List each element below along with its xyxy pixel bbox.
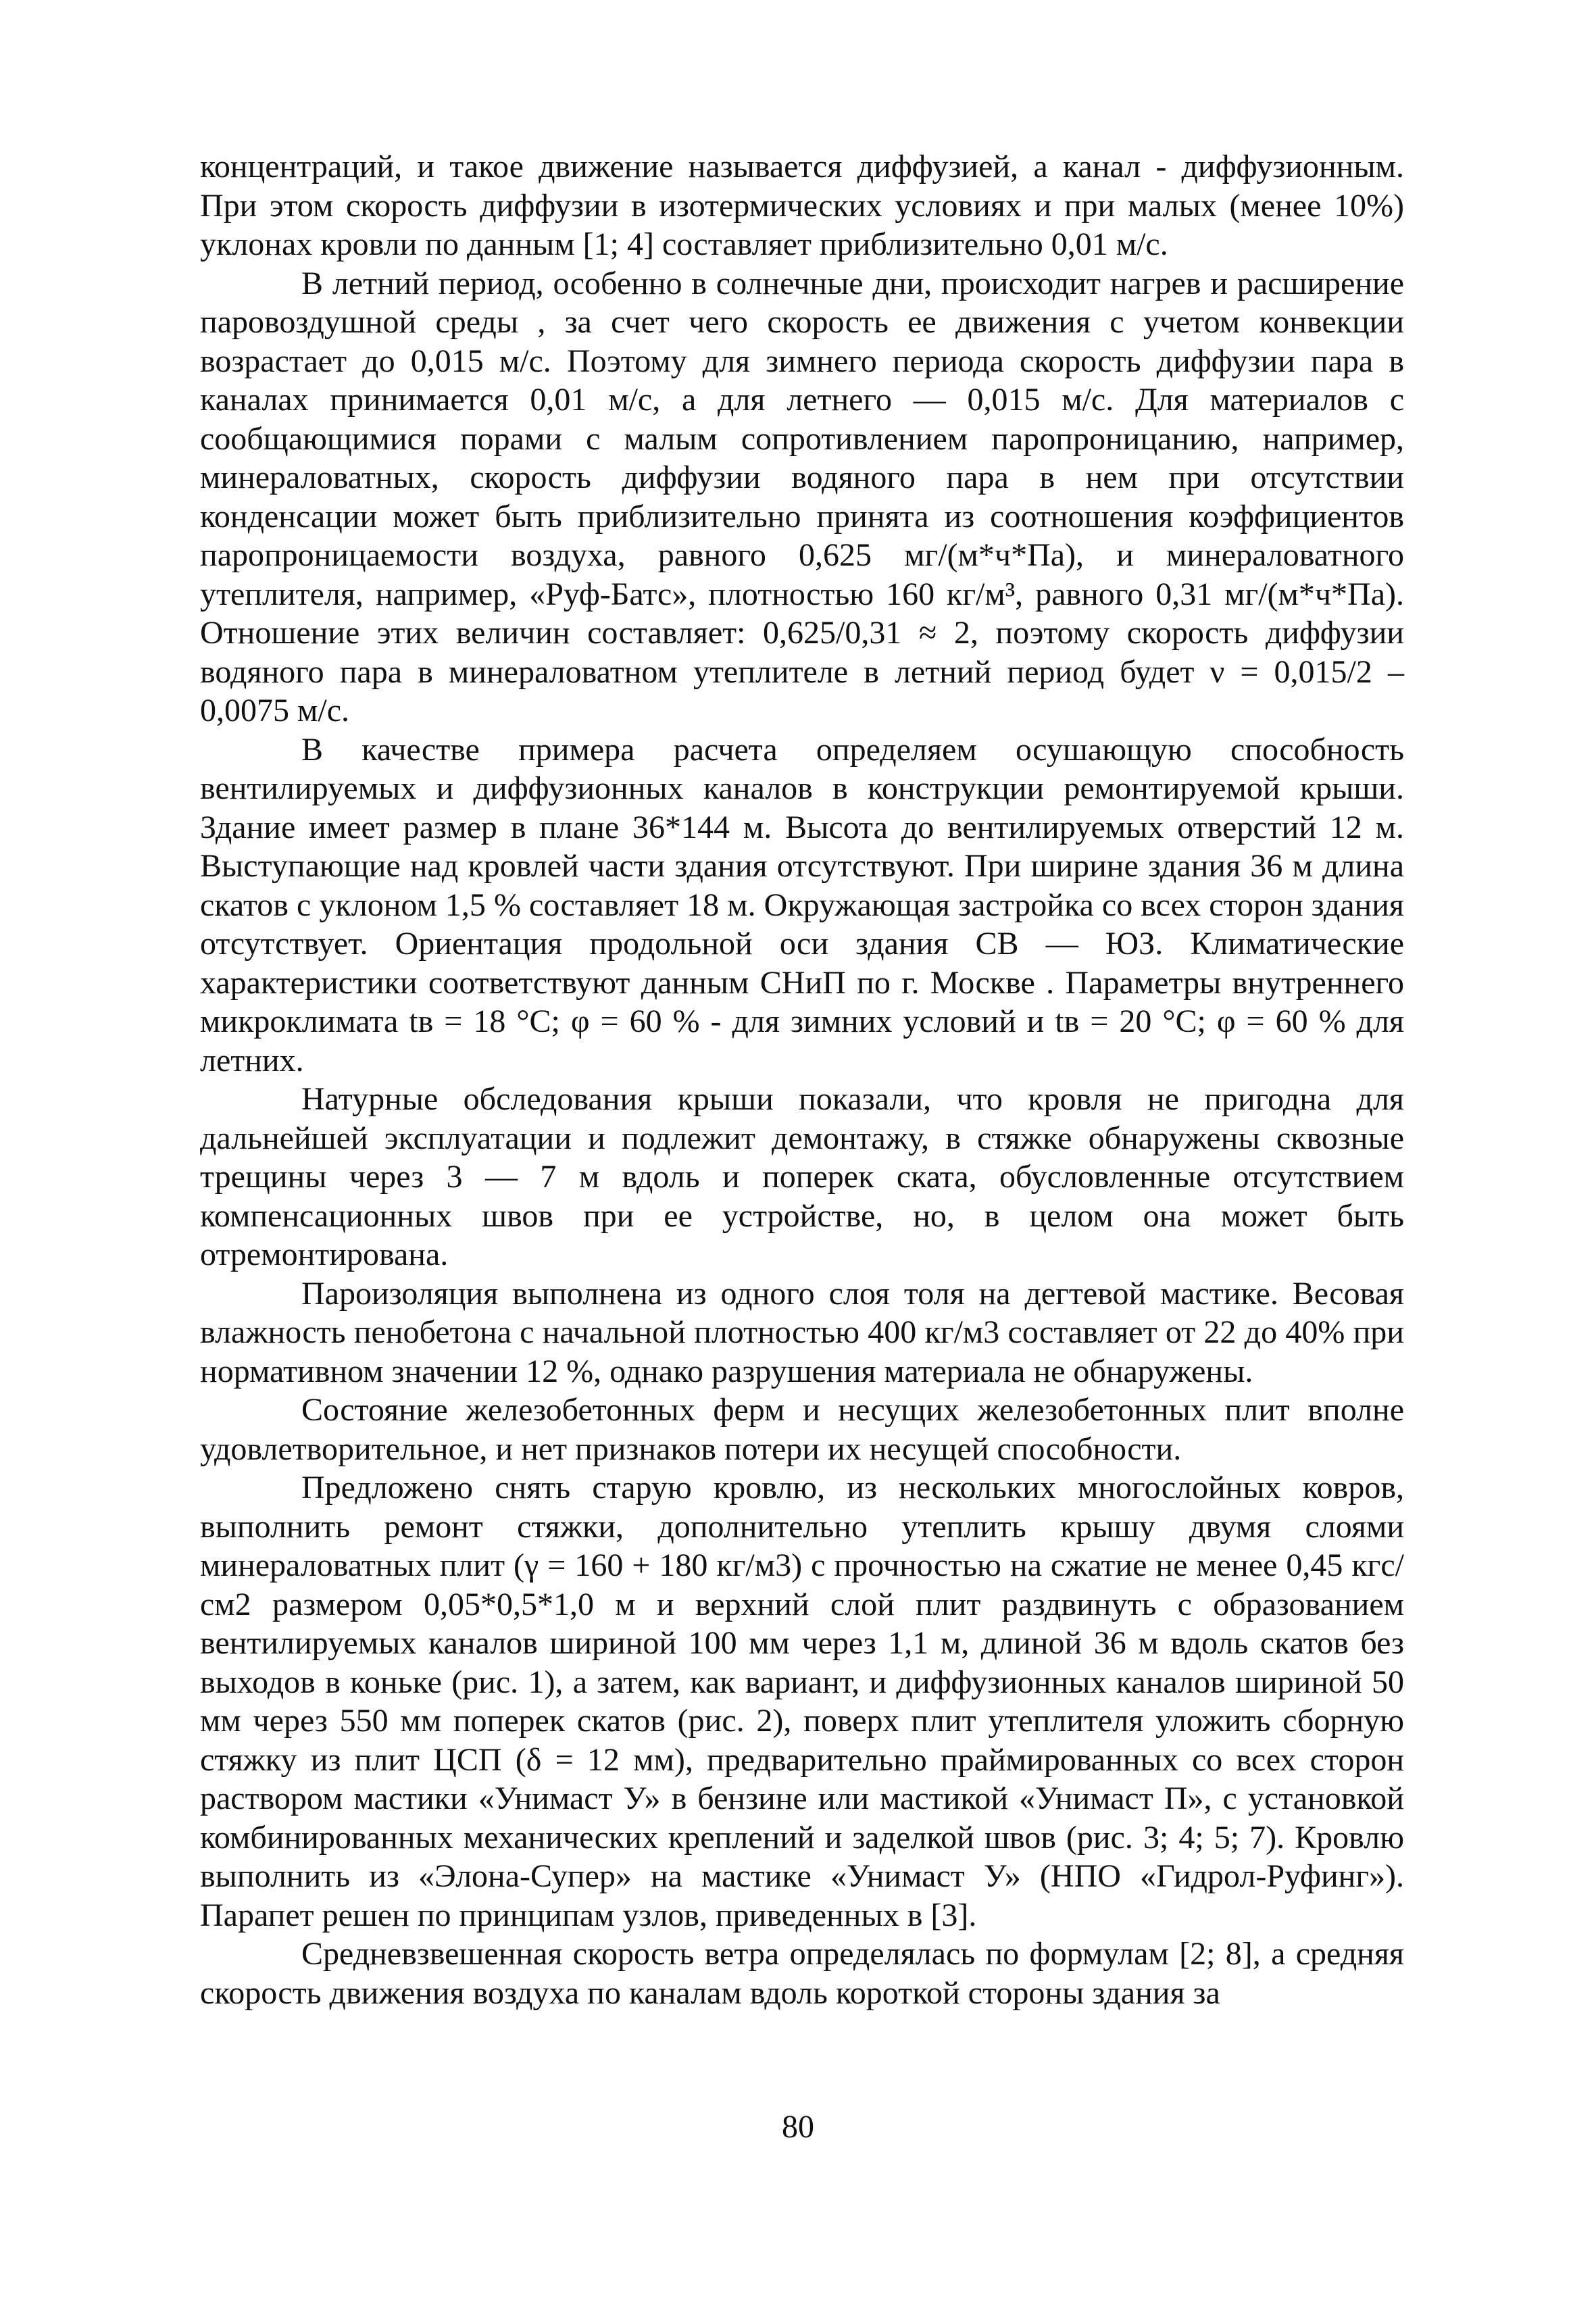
paragraph-summer-period: В летний период, особенно в солнечные дни, происходит нагрев и расширение паровоздушной среды , за счет чего скорость ее движения с учетом конвекции возрастает до 0,015 м/с. Поэтому для зимнего периода скорость диффузии пара в каналах принимается 0,01 м/с, а для летнего — 0,015 м/с. Для материалов с сообщающимися порами с малым сопротивлением паропроницанию, например, минераловатных, скорость диффузии водяного пара в нем при отсутствии конденсации может быть приблизительно принята из соотношения коэффициентов паропроницаемости воздуха, равного 0,625 мг/(м*ч*Па), и минераловатного утеплителя, например, «Руф-Батс», плотностью 160 кг/м³, равного 0,31 мг/(м*ч*Па). Отношение этих величин составляет: 0,625/0,31 ≈ 2, поэтому скорость диффузии водяного пара в минераловатном утеплителе в летний период будет ν = 0,015/2 – 0,0075 м/с. [200, 265, 1404, 728]
paragraph-trusses-condition: Состояние железобетонных ферм и несущих железобетонных плит вполне удовлетворительное, и нет признаков потери их несущей способности. [200, 1392, 1404, 1467]
paragraph-proposal: Предложено снять старую кровлю, из нескольких многослойных ковров, выполнить ремонт стяжки, дополнительно утеплить крышу двумя слоями минераловатных плит (γ = 160 + 180 кг/м3) с прочностью на сжатие не менее 0,45 кгс/см2 размером 0,05*0,5*1,0 м и верхний слой плит раздвинуть с образованием вентилируемых каналов шириной 100 мм через 1,1 м, длиной 36 м вдоль скатов без выходов в коньке (рис. 1), а затем, как вариант, и диффузионных каналов шириной 50 мм через 550 мм поперек скатов (рис. 2), поверх плит утеплителя уложить сборную стяжку из плит ЦСП (δ = 12 мм), предварительно праймированных со всех сторон раствором мастики «Унимаст У» в бензине или мастикой «Унимаст П», с установкой комбинированных механических креплений и заделкой швов (рис. 3; 4; 5; 7). Кровлю выполнить из «Элона-Супер» на мастике «Унимаст У» (НПО «Гидрол-Руфинг»). Парапет решен по принципам узлов, приведенных в [3]. [200, 1470, 1404, 1933]
paragraph-diffusion-intro: концентраций, и такое движение называется диффузией, а канал - диффузионным. При этом скорость диффузии в изотермических условиях и при малых (менее 10%) уклонах кровли по данным [1; 4] составляет приблизительно 0,01 м/с. [200, 149, 1404, 262]
paragraph-field-survey: Натурные обследования крыши показали, что кровля не пригодна для дальнейшей эксплуатации и подлежит демонтажу, в стяжке обнаружены сквозные трещины через 3 — 7 м вдоль и поперек ската, обусловленные отсутствием компенсационных швов при ее устройстве, но, в целом она может быть отремонтирована. [200, 1081, 1404, 1272]
paragraph-calculation-example: В качестве примера расчета определяем осушающую способность вентилируемых и диффузионных каналов в конструкции ремонтируемой крыши. Здание имеет размер в плане 36*144 м. Высота до вентилируемых отверстий 12 м. Выступающие над кровлей части здания отсутствуют. При ширине здания 36 м длина скатов с уклоном 1,5 % составляет 18 м. Окружающая застройка со всех сторон здания отсутствует. Ориентация продольной оси здания СВ — ЮЗ. Климатические характеристики соответствуют данным СНиП по г. Москве . Параметры внутреннего микроклимата tв = 18 °С; φ = 60 % - для зимних условий и tв = 20 °С; φ = 60 % для летних. [200, 731, 1404, 1078]
page-number: 80 [782, 2109, 814, 2145]
paragraph-wind-speed: Средневзвешенная скорость ветра определялась по формулам [2; 8], а средняя скорость движения воздуха по каналам вдоль короткой стороны здания за [200, 1936, 1404, 2011]
paragraph-vapor-barrier: Пароизоляция выполнена из одного слоя толя на дегтевой мастике. Весовая влажность пенобетона с начальной плотностью 400 кг/м3 составляет от 22 до 40% при нормативном значении 12 %, однако разрушения материала не обнаружены. [200, 1275, 1404, 1389]
document-body [200, 147, 1404, 2012]
